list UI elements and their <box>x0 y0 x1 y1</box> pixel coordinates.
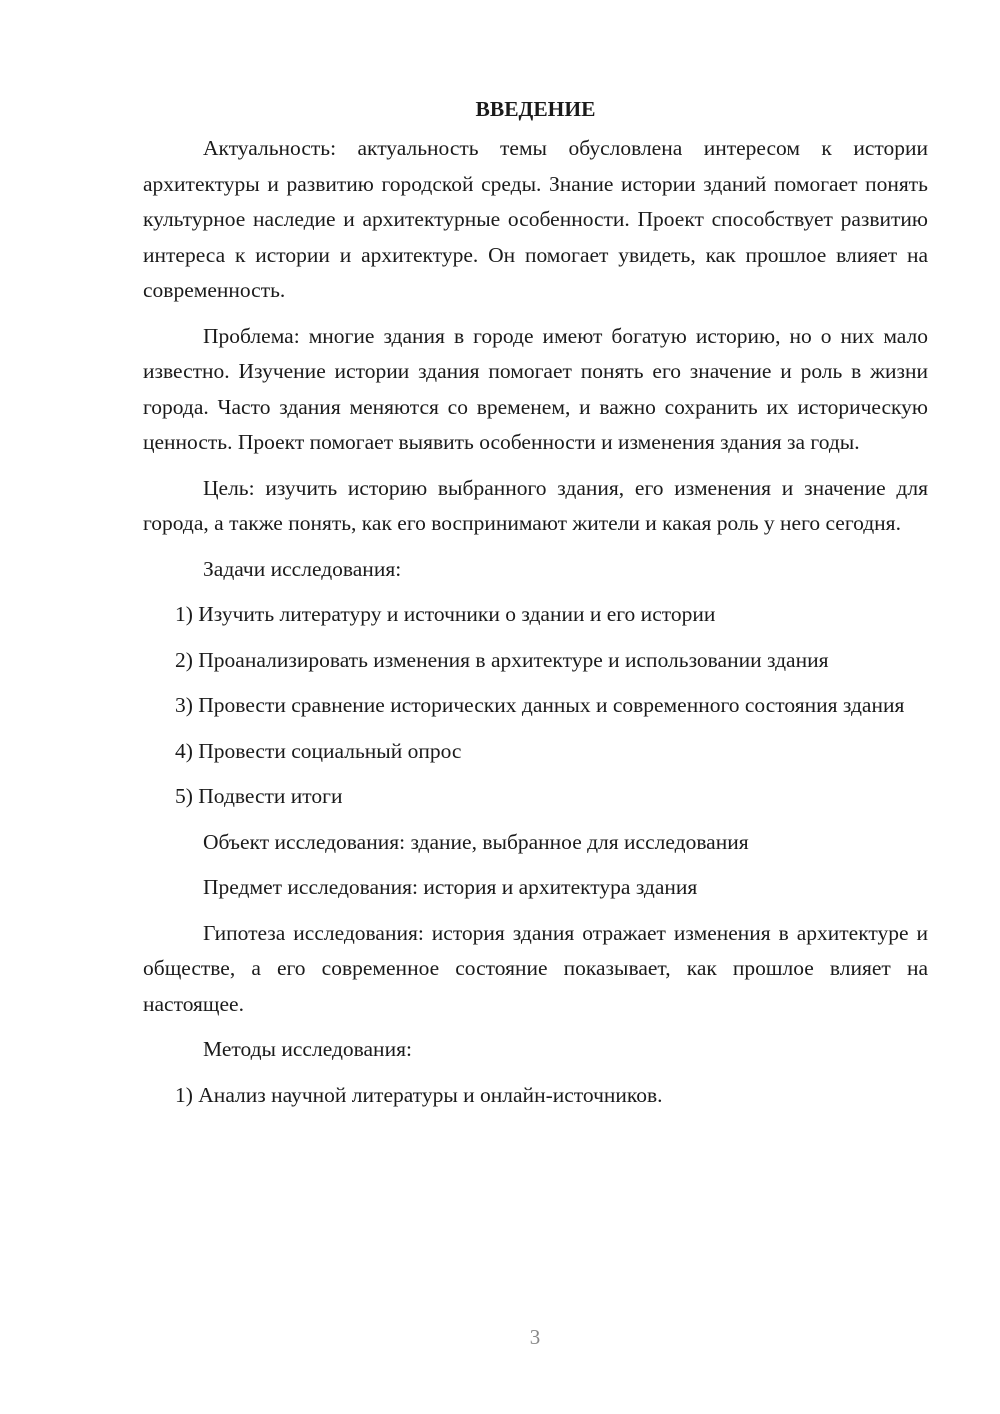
subject-line: Предмет исследования: история и архитектура здания <box>203 875 698 899</box>
tasks-heading: Задачи исследования: <box>203 556 402 581</box>
document-page <box>143 92 928 1123</box>
task-item-4: 4) Провести социальный опрос <box>175 738 462 763</box>
task-item-5: 5) Подвести итоги <box>175 784 343 808</box>
task-item-1: 1) Изучить литературу и источники о здании и его истории <box>175 602 716 626</box>
task-item-2: 2) Проанализировать изменения в архитектуре и использовании здания <box>175 647 829 672</box>
method-item-1: 1) Анализ научной литературы и онлайн-источников. <box>175 1082 663 1107</box>
object-line: Объект исследования: здание, выбранное для исследования <box>203 829 749 854</box>
hypothesis-paragraph: Гипотеза исследования: история здания отражает изменения в архитектуре и обществе, а его современное состояние показывает, как прошлое влияет на настоящее. <box>143 920 928 1016</box>
problem-paragraph: Проблема: многие здания в городе имеют богатую историю, но о них мало известно. Изучение истории здания помогает понять его значение и роль в жизни города. Часто здания меняются со временем, и важно сохранить их историческую ценность. Проект помогает выявить особенности и изменения здания за годы. <box>143 323 928 454</box>
task-item-3: 3) Провести сравнение исторических данных и современного состояния здания <box>175 693 905 717</box>
methods-heading: Методы исследования: <box>203 1037 412 1061</box>
goal-paragraph: Цель: изучить историю выбранного здания, его изменения и значение для города, а также понять, как его воспринимают жители и какая роль у него сегодня. <box>143 475 928 535</box>
page-number: 3 <box>529 1325 541 1349</box>
section-title: ВВЕДЕНИЕ <box>475 97 596 121</box>
relevance-paragraph: Актуальность: актуальность темы обусловлена интересом к истории архитектуры и развитию городской среды. Знание истории зданий помогает понять культурное наследие и архитектурные особенности. Проект способствует развитию интереса к истории и архитектуре. Он помогает увидеть, как прошлое влияет на современность. <box>143 136 928 302</box>
